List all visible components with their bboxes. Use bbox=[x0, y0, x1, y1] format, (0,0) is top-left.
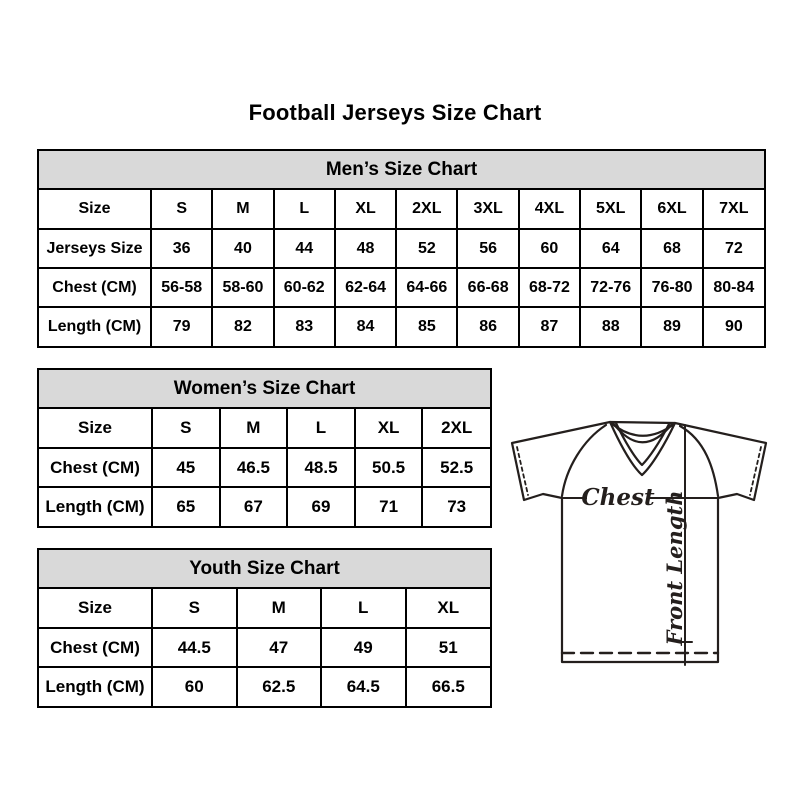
size-value-cell: 44 bbox=[274, 229, 335, 268]
size-value-cell: 36 bbox=[151, 229, 212, 268]
size-value-cell: 56-58 bbox=[151, 268, 212, 307]
size-value-cell: 49 bbox=[321, 628, 406, 667]
size-value-cell: 52 bbox=[396, 229, 457, 268]
table-row bbox=[39, 448, 490, 487]
size-value-cell: 66.5 bbox=[406, 667, 491, 706]
size-value-cell: L bbox=[321, 589, 406, 628]
size-value-cell: 65 bbox=[152, 487, 220, 526]
chest-label: Chest bbox=[581, 484, 655, 511]
size-value-cell: 51 bbox=[406, 628, 491, 667]
size-value-cell: 64-66 bbox=[396, 268, 457, 307]
size-value-cell: 87 bbox=[519, 307, 580, 346]
row-label: Size bbox=[39, 190, 151, 229]
size-value-cell: 86 bbox=[457, 307, 518, 346]
row-label: Length (CM) bbox=[39, 667, 152, 706]
size-value-cell: 68 bbox=[641, 229, 702, 268]
size-value-cell: 60-62 bbox=[274, 268, 335, 307]
row-label: Chest (CM) bbox=[39, 448, 152, 487]
size-value-cell: 90 bbox=[703, 307, 764, 346]
size-value-cell: 64 bbox=[580, 229, 641, 268]
row-label: Length (CM) bbox=[39, 487, 152, 526]
size-value-cell: 52.5 bbox=[422, 448, 490, 487]
size-value-cell: 85 bbox=[396, 307, 457, 346]
size-value-cell: 83 bbox=[274, 307, 335, 346]
size-value-cell: 82 bbox=[212, 307, 273, 346]
table-row bbox=[39, 487, 490, 526]
size-value-cell: 76-80 bbox=[641, 268, 702, 307]
size-value-cell: 69 bbox=[287, 487, 355, 526]
size-value-cell: 44.5 bbox=[152, 628, 237, 667]
table-row bbox=[39, 409, 490, 448]
mens-table-grid bbox=[39, 190, 764, 346]
size-value-cell: S bbox=[151, 190, 212, 229]
row-label: Chest (CM) bbox=[39, 628, 152, 667]
womens-table-title: Women’s Size Chart bbox=[39, 370, 490, 409]
size-value-cell: 45 bbox=[152, 448, 220, 487]
size-value-cell: 7XL bbox=[703, 190, 764, 229]
size-value-cell: 73 bbox=[422, 487, 490, 526]
size-value-cell: 62-64 bbox=[335, 268, 396, 307]
mens-table-title: Men’s Size Chart bbox=[39, 151, 764, 190]
youth-table-title: Youth Size Chart bbox=[39, 550, 490, 589]
size-value-cell: XL bbox=[355, 409, 423, 448]
size-value-cell: XL bbox=[335, 190, 396, 229]
size-value-cell: 60 bbox=[152, 667, 237, 706]
size-value-cell: 56 bbox=[457, 229, 518, 268]
size-value-cell: M bbox=[237, 589, 322, 628]
table-row bbox=[39, 190, 764, 229]
size-value-cell: 62.5 bbox=[237, 667, 322, 706]
size-value-cell: 84 bbox=[335, 307, 396, 346]
size-value-cell: S bbox=[152, 409, 220, 448]
table-row bbox=[39, 268, 764, 307]
row-label: Size bbox=[39, 589, 152, 628]
size-value-cell: 48.5 bbox=[287, 448, 355, 487]
size-value-cell: 47 bbox=[237, 628, 322, 667]
size-value-cell: L bbox=[287, 409, 355, 448]
table-row bbox=[39, 589, 490, 628]
size-value-cell: 2XL bbox=[396, 190, 457, 229]
size-value-cell: 58-60 bbox=[212, 268, 273, 307]
youth-table-grid bbox=[39, 589, 490, 706]
size-value-cell: 6XL bbox=[641, 190, 702, 229]
mens-size-table bbox=[37, 149, 766, 348]
table-row bbox=[39, 667, 490, 706]
size-value-cell: 79 bbox=[151, 307, 212, 346]
jersey-diagram-icon bbox=[505, 408, 773, 670]
size-value-cell: L bbox=[274, 190, 335, 229]
womens-table-grid bbox=[39, 409, 490, 526]
size-value-cell: M bbox=[220, 409, 288, 448]
size-value-cell: 68-72 bbox=[519, 268, 580, 307]
size-value-cell: 3XL bbox=[457, 190, 518, 229]
row-label: Length (CM) bbox=[39, 307, 151, 346]
jersey-measurement-diagram bbox=[505, 408, 773, 670]
size-value-cell: 64.5 bbox=[321, 667, 406, 706]
table-row bbox=[39, 229, 764, 268]
page-title: Football Jerseys Size Chart bbox=[248, 100, 542, 125]
size-value-cell: 72 bbox=[703, 229, 764, 268]
row-label: Chest (CM) bbox=[39, 268, 151, 307]
row-label: Jerseys Size bbox=[39, 229, 151, 268]
jersey-outline bbox=[512, 422, 766, 662]
size-value-cell: 66-68 bbox=[457, 268, 518, 307]
vneck-inner bbox=[616, 423, 669, 465]
size-value-cell: 48 bbox=[335, 229, 396, 268]
size-value-cell: 46.5 bbox=[220, 448, 288, 487]
womens-size-table bbox=[37, 368, 492, 528]
table-row bbox=[39, 307, 764, 346]
size-value-cell: 60 bbox=[519, 229, 580, 268]
size-value-cell: 71 bbox=[355, 487, 423, 526]
size-value-cell: 50.5 bbox=[355, 448, 423, 487]
row-label: Size bbox=[39, 409, 152, 448]
size-value-cell: S bbox=[152, 589, 237, 628]
front-length-label: Front Length bbox=[662, 490, 687, 646]
size-value-cell: 67 bbox=[220, 487, 288, 526]
size-value-cell: 88 bbox=[580, 307, 641, 346]
size-value-cell: 2XL bbox=[422, 409, 490, 448]
table-row bbox=[39, 628, 490, 667]
youth-size-table bbox=[37, 548, 492, 708]
size-value-cell: 80-84 bbox=[703, 268, 764, 307]
size-value-cell: 5XL bbox=[580, 190, 641, 229]
size-value-cell: 89 bbox=[641, 307, 702, 346]
size-value-cell: M bbox=[212, 190, 273, 229]
size-value-cell: XL bbox=[406, 589, 491, 628]
size-value-cell: 4XL bbox=[519, 190, 580, 229]
size-value-cell: 72-76 bbox=[580, 268, 641, 307]
size-value-cell: 40 bbox=[212, 229, 273, 268]
